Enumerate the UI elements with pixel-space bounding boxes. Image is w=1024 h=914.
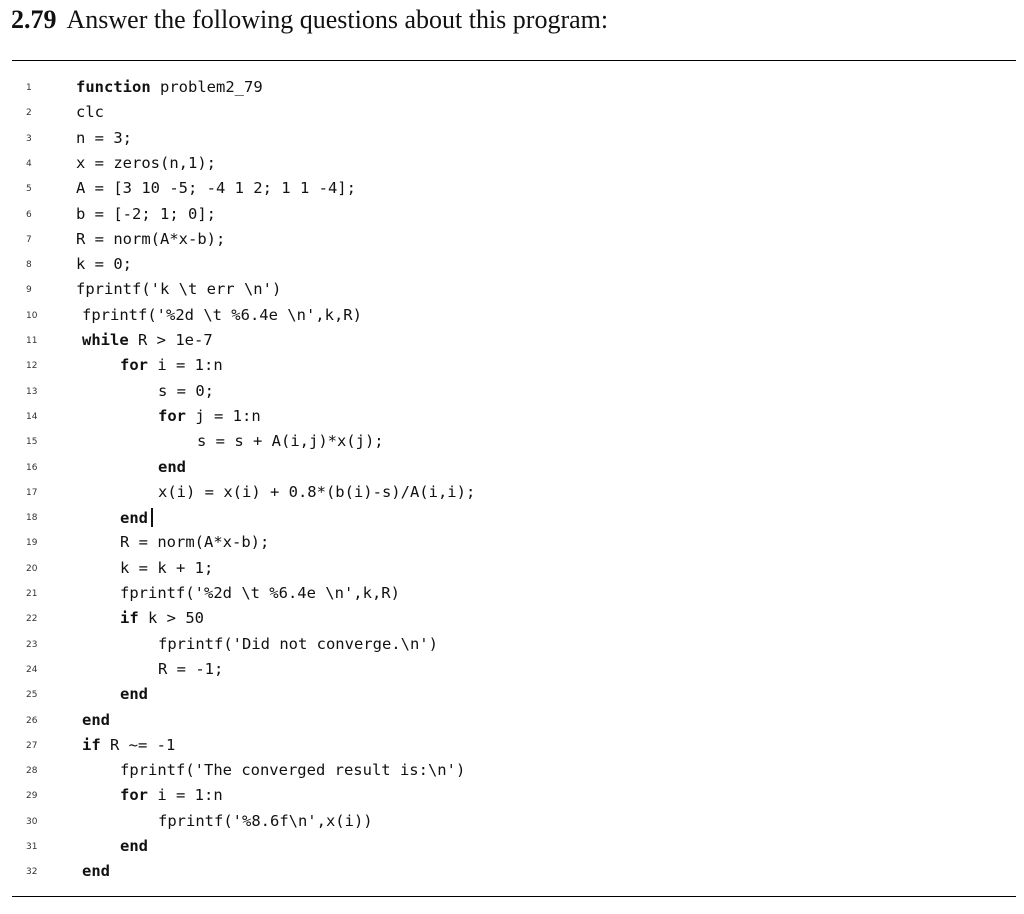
code-line <box>0 709 1024 734</box>
code-content: k = k + 1; <box>120 558 214 577</box>
code-content: clc <box>76 103 104 122</box>
line-number: 30 <box>26 816 38 827</box>
code-line <box>0 582 1024 607</box>
code-text <box>120 685 148 703</box>
code-line <box>0 835 1024 860</box>
line-number: 13 <box>26 386 38 397</box>
line-number: 27 <box>26 740 38 751</box>
keyword: while <box>82 331 129 349</box>
code-text <box>82 306 362 324</box>
line-number: 1 <box>26 83 32 93</box>
code-text <box>76 179 356 197</box>
code-line <box>0 810 1024 835</box>
code-content: j = 1:n <box>195 406 261 425</box>
top-divider <box>12 60 1016 61</box>
code-text <box>82 331 213 349</box>
code-text <box>158 483 475 501</box>
line-number: 8 <box>26 260 32 271</box>
line-number: 24 <box>26 664 38 675</box>
keyword: end <box>120 509 148 528</box>
line-number: 20 <box>26 563 38 574</box>
code-content: fprintf('k \t err \n') <box>76 280 282 299</box>
code-line <box>0 683 1024 708</box>
code-line <box>0 278 1024 303</box>
bottom-divider <box>12 896 1016 897</box>
code-text <box>120 761 465 779</box>
code-text <box>120 609 204 627</box>
code-content: R > 1e-7 <box>138 331 213 349</box>
code-line <box>0 481 1024 506</box>
code-text <box>76 154 216 172</box>
keyword: if <box>82 735 101 754</box>
code-line <box>0 380 1024 405</box>
keyword: function <box>76 78 151 96</box>
line-number: 22 <box>26 614 38 625</box>
code-text <box>76 78 263 96</box>
line-number: 25 <box>26 690 38 701</box>
line-number: 32 <box>26 867 38 878</box>
line-number: 7 <box>26 234 32 245</box>
code-content: A = [3 10 -5; -4 1 2; 1 1 -4]; <box>76 179 356 198</box>
line-number: 12 <box>26 361 38 372</box>
code-line <box>0 354 1024 379</box>
keyword: for <box>120 786 148 805</box>
code-content: b = [-2; 1; 0]; <box>76 204 216 223</box>
line-number: 4 <box>26 158 32 169</box>
code-content: R = norm(A*x-b); <box>120 533 270 552</box>
keyword: if <box>120 609 139 628</box>
code-line <box>0 76 1024 101</box>
line-number: 19 <box>26 538 38 549</box>
code-line <box>0 127 1024 152</box>
code-line <box>0 101 1024 126</box>
code-text <box>158 382 214 400</box>
code-content: i = 1:n <box>157 786 223 805</box>
code-text <box>76 280 281 298</box>
code-text <box>120 584 400 602</box>
line-number: 31 <box>26 842 38 852</box>
code-text <box>82 862 110 880</box>
text-cursor <box>151 508 153 527</box>
line-number: 28 <box>26 766 38 777</box>
code-text <box>197 432 384 450</box>
line-number: 16 <box>26 462 38 473</box>
code-text <box>158 458 186 476</box>
line-number: 26 <box>26 715 38 726</box>
line-number: 2 <box>26 108 32 119</box>
code-line <box>0 405 1024 430</box>
line-number: 23 <box>26 639 38 650</box>
code-text <box>82 711 110 729</box>
code-content: fprintf('%2d \t %6.4e \n',k,R) <box>120 584 400 602</box>
code-line <box>0 456 1024 481</box>
code-content: k = 0; <box>76 255 132 274</box>
code-content: x(i) = x(i) + 0.8*(b(i)-s)/A(i,i); <box>158 482 476 501</box>
code-text <box>120 356 223 374</box>
code-line <box>0 506 1024 531</box>
code-line <box>0 607 1024 632</box>
line-number: 15 <box>26 437 38 448</box>
code-content: n = 3; <box>76 128 132 147</box>
keyword: end <box>120 837 148 855</box>
code-text <box>120 786 223 804</box>
keyword: end <box>82 710 110 729</box>
problem-prompt: Answer the following questions about this program: <box>66 5 609 34</box>
problem-heading <box>11 4 608 36</box>
code-content: R = norm(A*x-b); <box>76 229 226 248</box>
code-line <box>0 329 1024 354</box>
code-text <box>76 103 104 121</box>
code-line <box>0 203 1024 228</box>
code-content: fprintf('%8.6f\n',x(i)) <box>158 811 373 830</box>
code-text <box>82 736 175 754</box>
code-line <box>0 430 1024 455</box>
code-content: i = 1:n <box>157 356 223 375</box>
problem-number: 2.79 <box>11 5 57 34</box>
code-content: s = s + A(i,j)*x(j); <box>197 432 384 451</box>
code-content: k > 50 <box>148 609 205 628</box>
keyword: for <box>158 406 186 425</box>
code-text <box>158 812 373 830</box>
code-line <box>0 784 1024 809</box>
line-number: 10 <box>26 310 38 321</box>
keyword: for <box>120 356 148 375</box>
line-number: 3 <box>26 133 32 144</box>
code-text <box>76 255 132 273</box>
code-line <box>0 734 1024 759</box>
code-text <box>158 407 261 425</box>
code-text <box>158 635 438 653</box>
code-line <box>0 557 1024 582</box>
keyword: end <box>158 457 186 476</box>
code-line <box>0 152 1024 177</box>
code-content: s = 0; <box>158 381 214 400</box>
code-line <box>0 304 1024 329</box>
keyword: end <box>82 862 110 881</box>
code-content: fprintf('%2d \t %6.4e \n',k,R) <box>82 305 362 324</box>
code-text <box>76 205 216 223</box>
line-number: 9 <box>26 285 32 296</box>
code-line <box>0 633 1024 658</box>
code-content: fprintf('The converged result is:\n') <box>120 761 466 780</box>
line-number: 5 <box>26 184 32 195</box>
code-content: R = -1; <box>158 659 224 678</box>
code-line <box>0 658 1024 683</box>
code-text <box>76 129 132 147</box>
line-number: 18 <box>26 513 38 524</box>
line-number: 17 <box>26 487 38 498</box>
code-line <box>0 228 1024 253</box>
code-text <box>120 559 213 577</box>
code-text <box>120 533 269 551</box>
line-number: 6 <box>26 209 32 220</box>
code-line <box>0 759 1024 784</box>
line-number: 21 <box>26 589 38 599</box>
code-content: fprintf('Did not converge.\n') <box>158 634 438 653</box>
keyword: end <box>120 685 148 704</box>
code-text <box>120 837 148 855</box>
code-text <box>76 230 225 248</box>
line-number: 11 <box>26 336 38 346</box>
code-line <box>0 531 1024 556</box>
code-text <box>158 660 223 678</box>
code-line <box>0 253 1024 278</box>
line-number: 29 <box>26 791 38 802</box>
code-content: x = zeros(n,1); <box>76 153 216 172</box>
line-number: 14 <box>26 411 38 422</box>
code-content: R ~= -1 <box>110 735 176 754</box>
code-line <box>0 177 1024 202</box>
code-text <box>120 508 153 527</box>
code-line <box>0 860 1024 885</box>
code-content: problem2_79 <box>160 78 263 96</box>
